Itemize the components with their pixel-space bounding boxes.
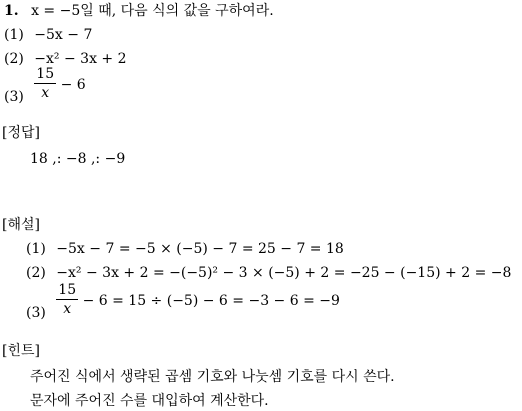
solution-item-2 <box>26 266 511 280</box>
item-label: (2) <box>26 265 46 281</box>
solution-header: [해설] <box>2 217 40 233</box>
fraction-numerator: 15 <box>36 66 55 82</box>
item-expr-tail: − 6 <box>60 76 86 93</box>
item-expr: −5x − 7 <box>34 27 93 43</box>
fraction-denominator: x <box>63 301 72 317</box>
item-text: −5x − 7 = −5 × (−5) − 7 = 25 − 7 = 18 <box>56 241 344 257</box>
item-label: (1) <box>4 27 24 43</box>
problem-item-1 <box>4 28 92 42</box>
hint-line-1: 주어진 식에서 생략된 곱셈 기호와 나눗셈 기호를 다시 쓴다. <box>30 369 395 385</box>
answer-text: 18 ,: −8 ,: −9 <box>30 151 126 167</box>
answer-header: [정답] <box>2 125 40 141</box>
solution-item-1 <box>26 242 344 256</box>
problem-item-2 <box>4 52 127 66</box>
item-label: (3) <box>26 304 46 321</box>
fraction-denominator: x <box>41 85 50 101</box>
problem-item-3 <box>4 66 86 105</box>
item-text-tail: − 6 = 15 ÷ (−5) − 6 = −3 − 6 = −9 <box>82 292 340 309</box>
item-text: −x² − 3x + 2 = −(−5)² − 3 × (−5) + 2 = −25 − (−15) + 2 = −8 <box>56 265 512 281</box>
hint-line-2: 문자에 주어진 수를 대입하여 계산한다. <box>30 393 269 409</box>
solution-item-3 <box>26 282 340 321</box>
item-label: (3) <box>4 88 24 105</box>
problem-number: 1. <box>4 3 19 19</box>
hint-header: [힌트] <box>2 343 40 359</box>
fraction-numerator: 15 <box>58 282 77 298</box>
fraction <box>34 67 56 100</box>
item-label: (1) <box>26 241 46 257</box>
item-expr: −x² − 3x + 2 <box>34 51 127 67</box>
problem-statement: x = −5일 때, 다음 식의 값을 구하여라. <box>31 3 274 19</box>
item-label: (2) <box>4 51 24 67</box>
fraction <box>56 283 78 316</box>
problem-heading <box>4 4 274 18</box>
